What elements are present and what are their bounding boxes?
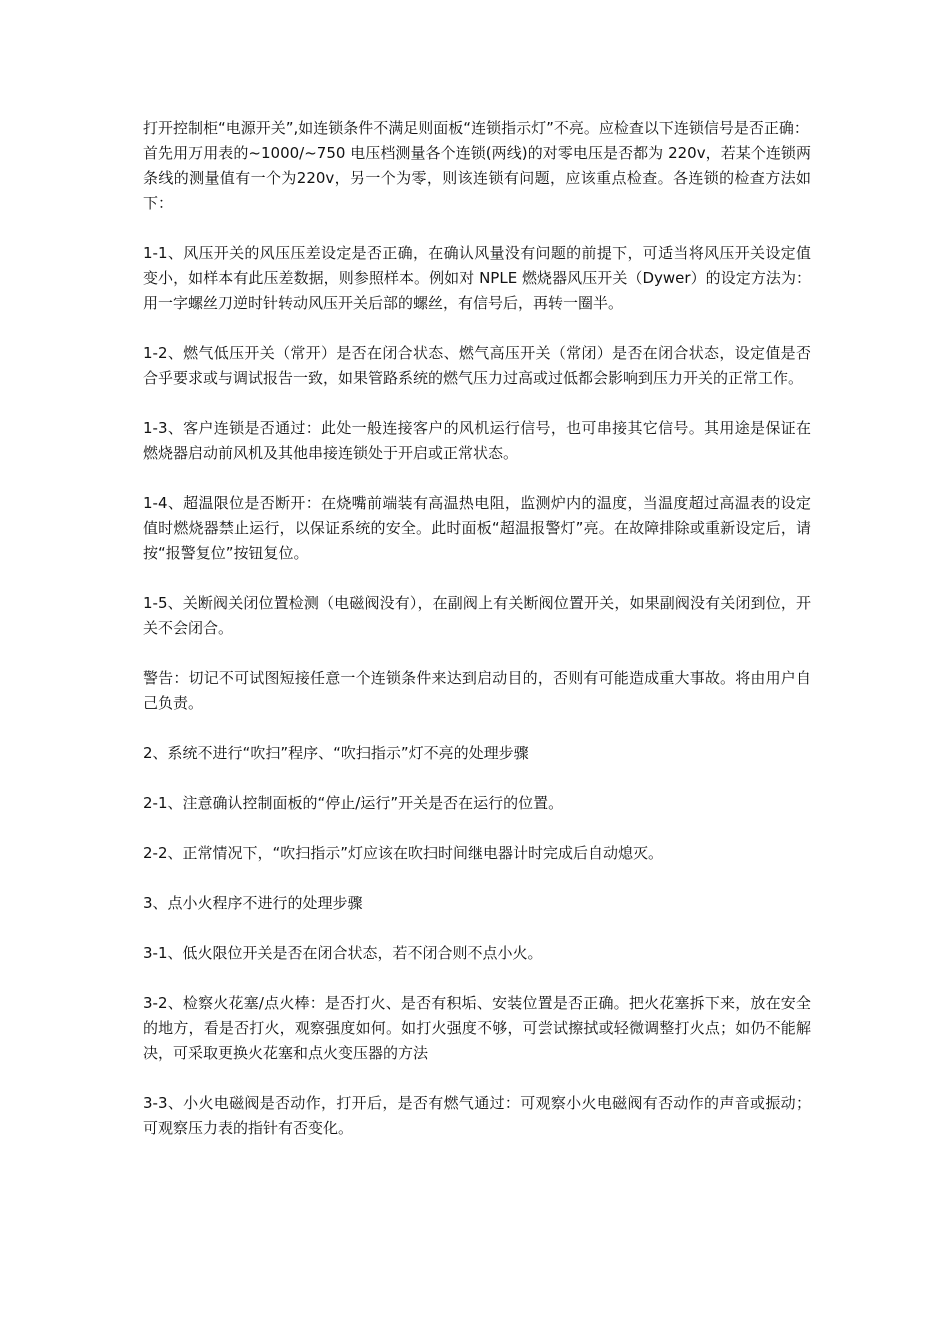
method-paragraph: 首先用万用表的~1000/~750 电压档测量各个连锁(两线)的对零电压是否都为 220v，若某个连锁两条线的测量值有一个为220v，另一个为零，则该连锁有问题，应该重点检查。各连锁的检查方法如下：: [143, 144, 811, 212]
item-3-2: 3-2、检察火花塞/点火棒：是否打火、是否有积垢、安装位置是否正确。把火花塞拆下来，放在安全的地方，看是否打火，观察强度如何。如打火强度不够，可尝试擦拭或轻微调整打火点；如仍不能解决，可采取更换火花塞和点火变压器的方法: [143, 994, 811, 1062]
section-2-heading: 2、系统不进行“吹扫”程序、“吹扫指示”灯不亮的处理步骤: [143, 744, 529, 762]
item-3-1: 3-1、低火限位开关是否在闭合状态，若不闭合则不点小火。: [143, 944, 543, 962]
item-1-4: 1-4、超温限位是否断开：在烧嘴前端装有高温热电阻，监测炉内的温度，当温度超过高温表的设定值时燃烧器禁止运行，以保证系统的安全。此时面板“超温报警灯”亮。在故障排除或重新设定后，请按“报警复位”按钮复位。: [143, 494, 811, 562]
item-1-2: 1-2、燃气低压开关（常开）是否在闭合状态、燃气高压开关（常闭）是否在闭合状态，设定值是否合乎要求或与调试报告一致，如果管路系统的燃气压力过高或过低都会影响到压力开关的正常工作。: [143, 344, 811, 387]
item-1-1: 1-1、风压开关的风压压差设定是否正确，在确认风量没有问题的前提下，可适当将风压开关设定值变小，如样本有此压差数据，则参照样本。例如对 NPLE 燃烧器风压开关（Dywer）的设定方法为：用一字螺丝刀逆时针转动风压开关后部的螺丝，有信号后，再转一圈半。: [143, 244, 811, 312]
item-2-1: 2-1、注意确认控制面板的“停止/运行”开关是否在运行的位置。: [143, 794, 564, 812]
item-1-3: 1-3、客户连锁是否通过：此处一般连接客户的风机运行信号，也可串接其它信号。其用途是保证在燃烧器启动前风机及其他串接连锁处于开启或正常状态。: [143, 419, 811, 462]
section-3-heading: 3、点小火程序不进行的处理步骤: [143, 894, 363, 912]
item-3-3: 3-3、小火电磁阀是否动作，打开后，是否有燃气通过：可观察小火电磁阀有否动作的声音或振动；可观察压力表的指针有否变化。: [143, 1094, 811, 1137]
item-1-5: 1-5、关断阀关闭位置检测（电磁阀没有），在副阀上有关断阀位置开关，如果副阀没有关闭到位，开关不会闭合。: [143, 594, 811, 637]
warning-paragraph: 警告：切记不可试图短接任意一个连锁条件来达到启动目的，否则有可能造成重大事故。将由用户自己负责。: [143, 669, 811, 712]
item-2-2: 2-2、正常情况下，“吹扫指示”灯应该在吹扫时间继电器计时完成后自动熄灭。: [143, 844, 664, 862]
intro-paragraph: 打开控制柜“电源开关”,如连锁条件不满足则面板“连锁指示灯”不亮。应检查以下连锁信号是否正确：: [143, 119, 809, 137]
document-body: [143, 116, 811, 1141]
